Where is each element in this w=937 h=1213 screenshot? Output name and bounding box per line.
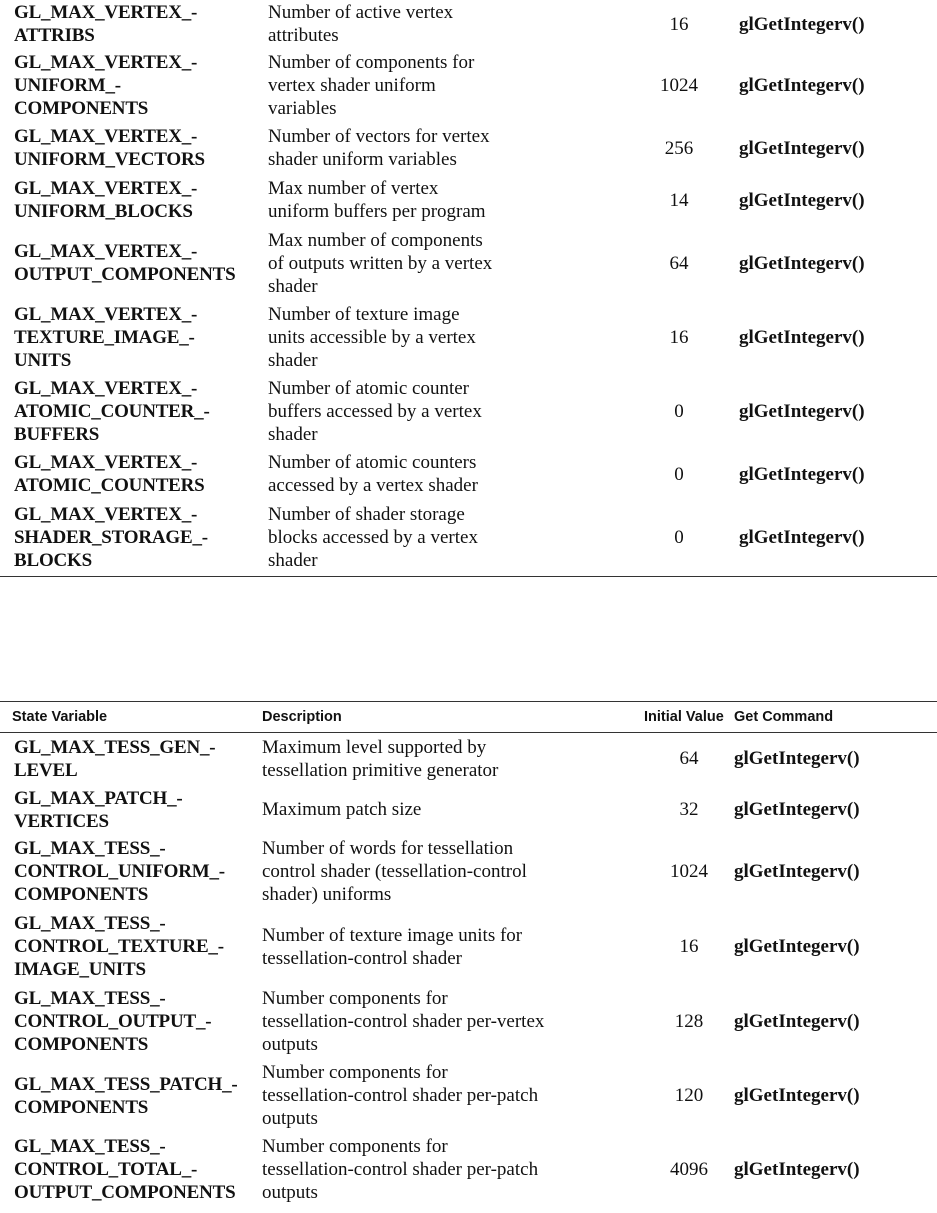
description-cell: Max number of components of outputs written by a vertex shader (268, 229, 493, 297)
state-variable-cell: GL_MAX_VERTEX_- SHADER_STORAGE_- BLOCKS (14, 504, 208, 572)
state-variable-cell: GL_MAX_VERTEX_- OUTPUT_COMPONENTS (14, 241, 236, 285)
initial-value-cell: 4096 (670, 1159, 708, 1180)
state-variable-cell: GL_MAX_TESS_- CONTROL_UNIFORM_- COMPONENTS (14, 838, 225, 905)
get-command-cell: glGetIntegerv() (739, 13, 865, 35)
description-cell: Max number of vertex uniform buffers per program (268, 178, 486, 222)
state-variable-cell: GL_MAX_TESS_- CONTROL_TOTAL_- OUTPUT_COMPONENTS (14, 1136, 236, 1203)
description-cell: Number components for tessellation-control shader per-patch outputs (262, 1136, 539, 1203)
get-command-cell: glGetIntegerv() (739, 527, 865, 549)
tessellation-limits-table (0, 701, 937, 1207)
initial-value-cell: 16 (669, 326, 689, 348)
table-row (0, 733, 937, 785)
description-cell: Number components for tessellation-control shader per-patch outputs (262, 1062, 539, 1129)
description-cell: Number of atomic counter buffers accessed by a vertex shader (268, 377, 482, 445)
vertex-limits-table (0, 0, 937, 577)
description-cell: Number of shader storage blocks accessed by a vertex shader (268, 504, 478, 572)
initial-value-cell: 64 (669, 252, 689, 274)
get-command-cell: glGetIntegerv() (734, 748, 860, 770)
state-variable-cell: GL_MAX_VERTEX_- ATOMIC_COUNTER_- BUFFERS (14, 377, 210, 445)
state-variable-cell: GL_MAX_TESS_PATCH_- COMPONENTS (14, 1073, 238, 1118)
state-variable-cell: GL_MAX_TESS_- CONTROL_OUTPUT_- COMPONENTS (14, 988, 212, 1055)
description-cell: Number components for tessellation-control shader per-vertex outputs (262, 988, 545, 1055)
table-row (0, 1059, 937, 1133)
state-variable-cell: GL_MAX_VERTEX_- UNIFORM_VECTORS (14, 126, 205, 170)
get-command-cell: glGetIntegerv() (734, 936, 860, 957)
initial-value-cell: 0 (674, 527, 684, 549)
table-row (0, 48, 937, 122)
table-row (0, 374, 937, 448)
state-variable-cell: GL_MAX_TESS_- CONTROL_TEXTURE_- IMAGE_UNITS (14, 913, 224, 980)
description-cell: Number of vectors for vertex shader uniform variables (268, 126, 490, 170)
initial-value-cell: 32 (679, 799, 699, 820)
header-row (0, 702, 937, 733)
table-row (0, 985, 937, 1059)
header-get-command: Get Command (734, 709, 834, 725)
vertex-limits-body (0, 0, 937, 576)
header-state-variable: State Variable (12, 709, 108, 725)
initial-value-cell: 256 (664, 137, 694, 159)
state-variable-cell: GL_MAX_VERTEX_- ATOMIC_COUNTERS (14, 452, 205, 496)
table-row (0, 835, 937, 909)
initial-value-cell: 14 (669, 189, 689, 211)
get-command-cell: glGetIntegerv() (734, 861, 860, 882)
initial-value-cell: 128 (674, 1011, 704, 1032)
description-cell: Number of words for tessellation control shader (tessellation-control shader) uniforms (262, 838, 527, 905)
initial-value-cell: 16 (679, 936, 699, 957)
initial-value-cell: 1024 (670, 861, 708, 882)
get-command-cell: glGetIntegerv() (734, 799, 860, 820)
table-row (0, 500, 937, 576)
header-description: Description (262, 709, 342, 725)
tessellation-limits-body (0, 733, 937, 1207)
table-row (0, 0, 937, 48)
table-row (0, 174, 937, 226)
initial-value-cell: 1024 (660, 74, 698, 96)
description-cell: Number of active vertex attributes (268, 2, 454, 46)
initial-value-cell: 0 (674, 463, 684, 485)
table-row (0, 448, 937, 500)
table-row (0, 909, 937, 985)
description-cell: Number of texture image units for tessellation-control shader (262, 924, 523, 969)
table-row (0, 226, 937, 300)
state-variable-cell: GL_MAX_TESS_GEN_- LEVEL (14, 736, 216, 781)
description-cell: Number of components for vertex shader uniform variables (268, 51, 475, 119)
state-variable-cell: GL_MAX_VERTEX_- UNIFORM_- COMPONENTS (14, 51, 198, 119)
get-command-cell: glGetIntegerv() (739, 400, 865, 422)
description-cell: Number of atomic counters accessed by a vertex shader (268, 452, 478, 496)
state-variable-cell: GL_MAX_VERTEX_- TEXTURE_IMAGE_- UNITS (14, 303, 198, 371)
get-command-cell: glGetIntegerv() (739, 463, 865, 485)
get-command-cell: glGetIntegerv() (734, 1011, 860, 1032)
get-command-cell: glGetIntegerv() (739, 326, 865, 348)
get-command-cell: glGetIntegerv() (739, 189, 865, 211)
state-variable-cell: GL_MAX_VERTEX_- UNIFORM_BLOCKS (14, 178, 198, 222)
get-command-cell: glGetIntegerv() (739, 252, 865, 274)
description-cell: Maximum patch size (262, 799, 422, 820)
initial-value-cell: 0 (674, 400, 684, 422)
table-row (0, 1133, 937, 1207)
state-variable-cell: GL_MAX_VERTEX_- ATTRIBS (14, 2, 198, 46)
table-header (0, 702, 937, 733)
table-row (0, 300, 937, 374)
description-cell: Maximum level supported by tessellation primitive generator (262, 736, 499, 781)
get-command-cell: glGetIntegerv() (739, 137, 865, 159)
get-command-cell: glGetIntegerv() (739, 74, 865, 96)
initial-value-cell: 120 (674, 1085, 704, 1106)
initial-value-cell: 16 (669, 13, 689, 35)
description-cell: Number of texture image units accessible by a vertex shader (268, 303, 476, 371)
state-variable-cell: GL_MAX_PATCH_- VERTICES (14, 787, 183, 832)
table-row (0, 785, 937, 835)
get-command-cell: glGetIntegerv() (734, 1085, 860, 1106)
header-initial-value: Initial Value (644, 709, 724, 725)
get-command-cell: glGetIntegerv() (734, 1159, 860, 1180)
initial-value-cell: 64 (679, 748, 699, 770)
table-row (0, 122, 937, 174)
